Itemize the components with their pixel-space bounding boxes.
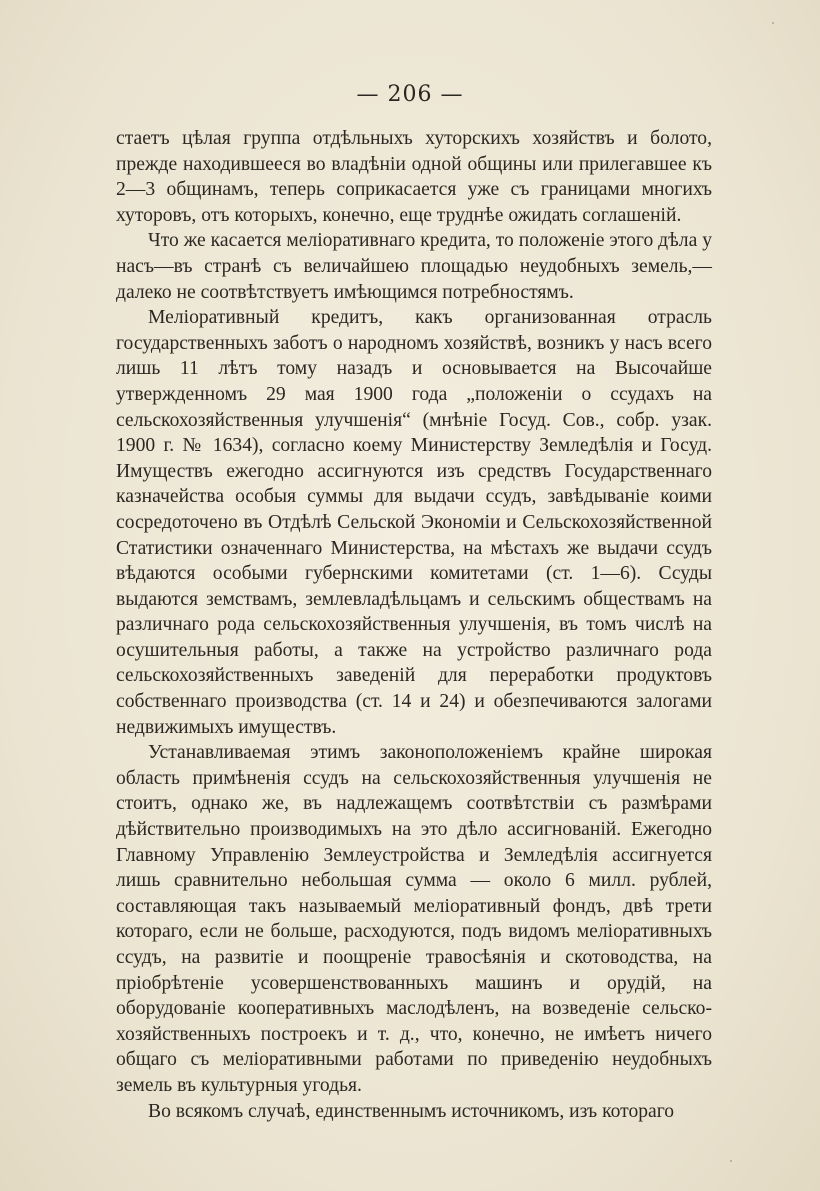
paragraph-2: Что же касается меліоративнаго кредита, то положеніе этого дѣла у насъ—въ странѣ съ величайшею площадью неудобныхъ земель,—далеко не соотвѣтствуетъ имѣющимся потребностямъ. [116, 230, 712, 303]
page-number: — 206 — [356, 82, 464, 107]
paper-speck [730, 1160, 732, 1162]
body-text [116, 126, 712, 1124]
paper-speck [772, 22, 774, 24]
paragraph-3: Меліоративный кредитъ, какъ организованная отрасль государственныхъ заботъ о народномъ хозяйствѣ, возникъ у насъ всего лишь 11 лѣтъ тому назадъ и основывается на Высочайше утвержденномъ 29 мая 1900 года „положеніи о ссудахъ на сельскохозяйственныя улучшенія“ (мнѣніе Госуд. Сов., собр. узак. 1900 г. № 1634), согласно коему Министерству Земледѣлія и Госуд. Имуществъ ежегодно ассигнуются изъ средствъ Государственнаго казначейства особыя суммы для выдачи ссудъ, завѣдываніе коими сосредоточено въ Отдѣлѣ Сельской Экономіи и Сельскохозяйственной Статистики означеннаго Министерства, на мѣстахъ же выдачи ссудъ вѣдаются особыми губернскими комитетами (ст. 1—6). Ссуды выдаются земствамъ, землевладѣльцамъ и сельскимъ обществамъ на различнаго рода сельскохозяйственныя улучшенія, въ томъ числѣ на осушительныя работы, а также на устройство различнаго рода сельскохозяйственныхъ заведеній для переработки продуктовъ собственнаго производства (ст. 14 и 24) и обезпечиваются залогами недвижимыхъ имуществъ. [116, 307, 712, 738]
paragraph-5: Во всякомъ случаѣ, единственнымъ источникомъ, изъ котораго [148, 1100, 675, 1122]
paragraph-1: стаетъ цѣлая группа отдѣльныхъ хуторскихъ хозяйствъ и болото, прежде находившееся во владѣніи одной общины или прилегавшее къ 2—3 общинамъ, теперь соприкасается уже съ границами многихъ хуторовъ, отъ которыхъ, конечно, еще труднѣе ожидать соглашеній. [116, 128, 712, 226]
paragraph-4: Устанавливаемая этимъ законоположеніемъ крайне широкая область примѣненія ссудъ на сельскохозяйственныя улучшенія не стоитъ, однако же, въ надлежащемъ соотвѣтствіи съ размѣрами дѣйствительно производимыхъ на это дѣло ассигнованій. Ежегодно Главному Управленію Землеустройства и Земледѣлія ассигнуется лишь сравнительно небольшая сумма — около 6 милл. рублей, составляющая такъ называемый меліоративный фондъ, двѣ трети котораго, если не больше, расходуются, подъ видомъ меліоративныхъ ссудъ, на развитіе и поощреніе травосѣянія и скотоводства, на пріобрѣтеніе усовершенствованныхъ машинъ и орудій, на оборудованіе кооперативныхъ маслодѣленъ, на возведеніе сельско-хозяйственныхъ построекъ и т. д., что, конечно, не имѣетъ ничего общаго съ меліоративными работами по приведенію неудобныхъ земель въ культурныя угодья. [116, 742, 712, 1096]
